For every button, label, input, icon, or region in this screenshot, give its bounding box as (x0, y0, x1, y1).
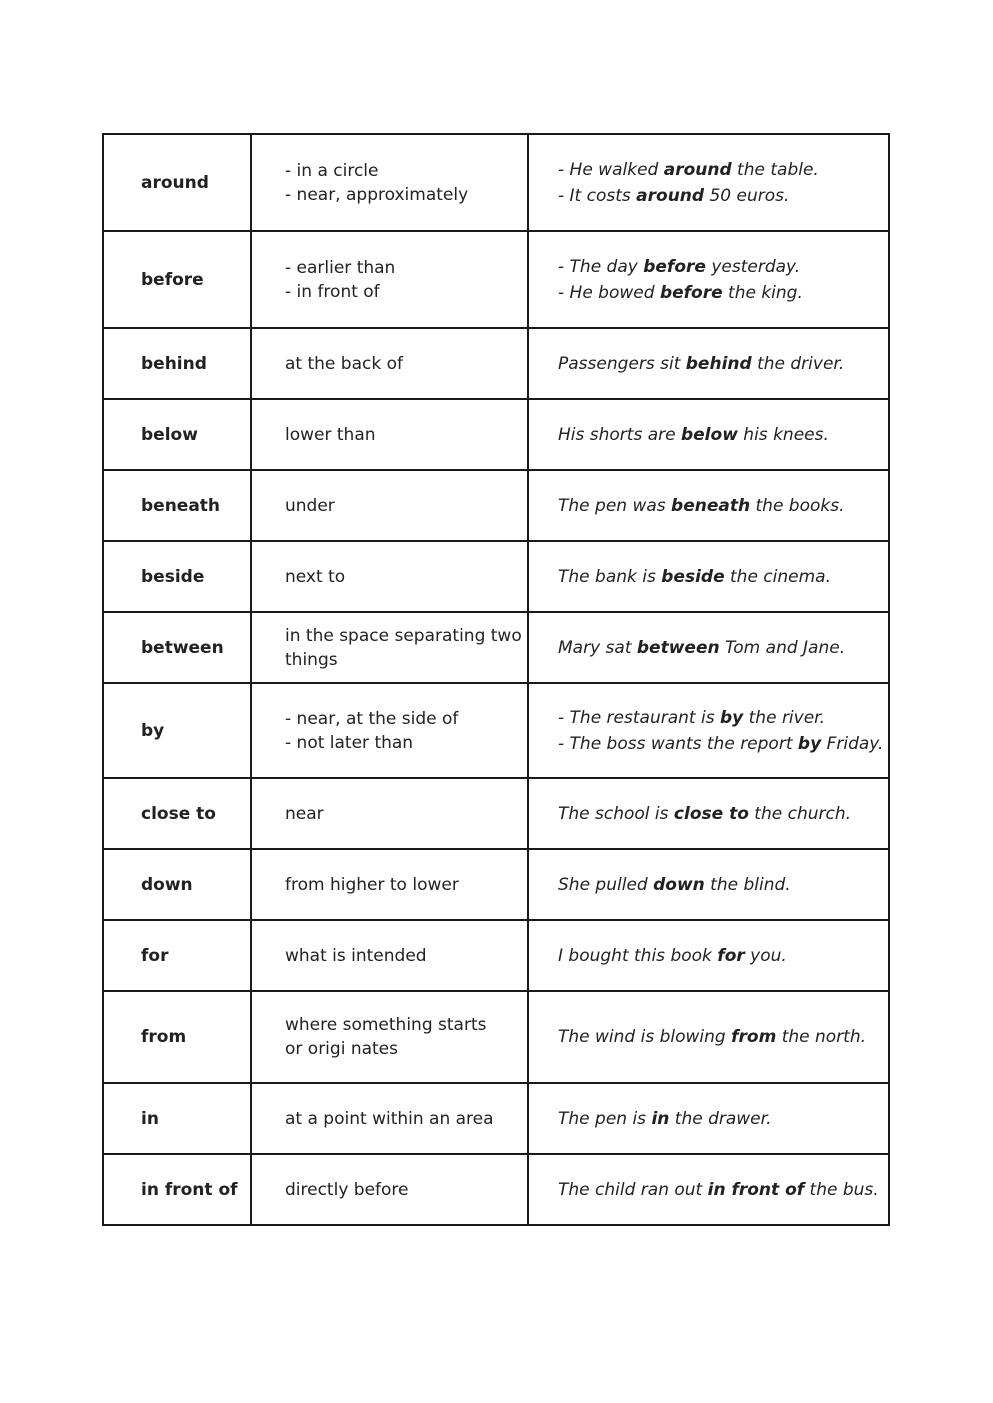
meaning-line: - earlier than (285, 257, 396, 278)
preposition-cell: around (103, 134, 251, 231)
example-text: the river. (743, 707, 826, 728)
example-sentence (558, 254, 888, 280)
example-sentence (558, 183, 888, 209)
table-row (103, 612, 889, 683)
example-cell (528, 1083, 889, 1154)
meaning-cell (251, 991, 528, 1083)
example-text: - He walked (558, 159, 664, 180)
example-sentence (558, 564, 888, 590)
example-sentence (558, 280, 888, 306)
preposition-cell: below (103, 399, 251, 470)
example-sentence (558, 943, 888, 969)
preposition-cell: from (103, 991, 251, 1083)
table-row (103, 231, 889, 328)
preposition-cell: between (103, 612, 251, 683)
meaning-line: - near, approximately (285, 184, 469, 205)
example-keyword: by (797, 733, 822, 754)
meaning-line: directly before (285, 1179, 409, 1200)
table-row (103, 1154, 889, 1225)
example-sentence (558, 351, 888, 377)
example-sentence (558, 731, 888, 757)
meaning-cell (251, 541, 528, 612)
meaning-line: - near, at the side of (285, 708, 459, 729)
example-keyword: below (680, 424, 738, 445)
example-cell (528, 134, 889, 231)
table-row (103, 920, 889, 991)
example-cell (528, 470, 889, 541)
meaning-cell (251, 1154, 528, 1225)
table-row (103, 1083, 889, 1154)
example-text: His shorts are (558, 424, 681, 445)
table-row (103, 991, 889, 1083)
example-sentence (558, 872, 888, 898)
meaning-line: next to (285, 566, 346, 587)
example-keyword: around (636, 185, 705, 206)
meaning-cell (251, 1083, 528, 1154)
example-keyword: around (663, 159, 732, 180)
example-text: the king. (722, 282, 803, 303)
example-text: - He bowed (558, 282, 660, 303)
example-cell (528, 1154, 889, 1225)
example-cell (528, 541, 889, 612)
meaning-line: what is intended (285, 945, 427, 966)
meaning-cell (251, 778, 528, 849)
meaning-line: things (285, 649, 338, 670)
meaning-cell (251, 612, 528, 683)
example-keyword: down (653, 874, 705, 895)
example-cell (528, 231, 889, 328)
example-text: I bought this book (558, 945, 718, 966)
preposition-table-body (103, 134, 889, 1225)
example-cell (528, 849, 889, 920)
example-text: his knees. (737, 424, 829, 445)
example-keyword: between (636, 637, 720, 658)
meaning-line: or origi nates (285, 1039, 398, 1059)
example-text: Mary sat (558, 637, 637, 658)
meaning-line: in the space separating two (285, 625, 522, 646)
example-text: - The day (558, 256, 644, 277)
example-sentence (558, 1177, 888, 1203)
preposition-cell: down (103, 849, 251, 920)
example-sentence (558, 1106, 888, 1132)
table-row (103, 778, 889, 849)
example-keyword: in front of (707, 1179, 805, 1200)
preposition-cell: beneath (103, 470, 251, 541)
example-text: The pen was (558, 495, 672, 516)
example-text: the church. (748, 803, 852, 824)
example-sentence (558, 422, 888, 448)
preposition-cell: behind (103, 328, 251, 399)
table-row (103, 849, 889, 920)
example-cell (528, 612, 889, 683)
example-text: the table. (731, 159, 819, 180)
example-keyword: behind (685, 353, 752, 374)
example-text: the blind. (704, 874, 791, 895)
example-keyword: in (651, 1108, 670, 1129)
example-text: you. (744, 945, 787, 966)
meaning-cell (251, 920, 528, 991)
example-keyword: before (643, 256, 706, 277)
example-text: The bank is (558, 566, 662, 587)
table-row (103, 470, 889, 541)
example-text: Tom and Jane. (719, 637, 846, 658)
meaning-cell (251, 683, 528, 778)
example-sentence (558, 705, 888, 731)
preposition-cell: close to (103, 778, 251, 849)
meaning-line: - not later than (285, 732, 414, 753)
example-text: Passengers sit (558, 353, 686, 374)
example-text: The wind is blowing (558, 1027, 732, 1047)
example-text: - The boss wants the report (558, 733, 798, 754)
table-row (103, 134, 889, 231)
meaning-line: near (285, 803, 324, 824)
preposition-table (102, 133, 890, 1226)
example-text: the drawer. (669, 1108, 772, 1129)
example-sentence (558, 157, 888, 183)
example-sentence (558, 635, 888, 661)
example-keyword: close to (673, 803, 749, 824)
example-text: the bus. (804, 1179, 879, 1200)
example-cell (528, 399, 889, 470)
meaning-cell (251, 470, 528, 541)
example-keyword: by (719, 707, 744, 728)
preposition-cell: beside (103, 541, 251, 612)
example-text: She pulled (558, 874, 654, 895)
table-row (103, 683, 889, 778)
example-keyword: before (659, 282, 723, 303)
example-cell (528, 991, 889, 1083)
example-keyword: from (731, 1027, 777, 1047)
example-text: The pen is (558, 1108, 652, 1129)
preposition-cell: in front of (103, 1154, 251, 1225)
example-sentence (558, 1024, 888, 1050)
meaning-cell (251, 328, 528, 399)
example-text: Friday. (821, 733, 884, 754)
example-text: The child ran out (558, 1179, 708, 1200)
meaning-line: - in front of (285, 281, 380, 302)
table-row (103, 541, 889, 612)
preposition-cell: in (103, 1083, 251, 1154)
preposition-cell: before (103, 231, 251, 328)
preposition-cell: for (103, 920, 251, 991)
example-text: the cinema. (724, 566, 831, 587)
meaning-line: at the back of (285, 353, 403, 374)
preposition-cell: by (103, 683, 251, 778)
example-text: the books. (750, 495, 845, 516)
example-sentence (558, 801, 888, 827)
example-sentence (558, 493, 888, 519)
example-cell (528, 920, 889, 991)
example-text: the north. (776, 1027, 867, 1047)
example-keyword: for (717, 945, 745, 966)
meaning-line: from higher to lower (285, 874, 459, 895)
meaning-line: under (285, 495, 335, 516)
meaning-line: at a point within an area (285, 1108, 494, 1129)
example-cell (528, 328, 889, 399)
example-text: 50 euros. (704, 185, 790, 206)
meaning-line: lower than (285, 424, 376, 445)
example-text: yesterday. (705, 256, 801, 277)
example-keyword: beneath (671, 495, 751, 516)
example-keyword: beside (661, 566, 725, 587)
example-text: The school is (558, 803, 674, 824)
table-row (103, 328, 889, 399)
example-cell (528, 683, 889, 778)
meaning-cell (251, 134, 528, 231)
table-row (103, 399, 889, 470)
example-cell (528, 778, 889, 849)
meaning-cell (251, 231, 528, 328)
example-text: - The restaurant is (558, 707, 720, 728)
meaning-line: - in a circle (285, 160, 379, 181)
meaning-cell (251, 849, 528, 920)
meaning-line: where something starts (285, 1015, 487, 1035)
example-text: the driver. (751, 353, 845, 374)
meaning-cell (251, 399, 528, 470)
example-text: - It costs (558, 185, 637, 206)
